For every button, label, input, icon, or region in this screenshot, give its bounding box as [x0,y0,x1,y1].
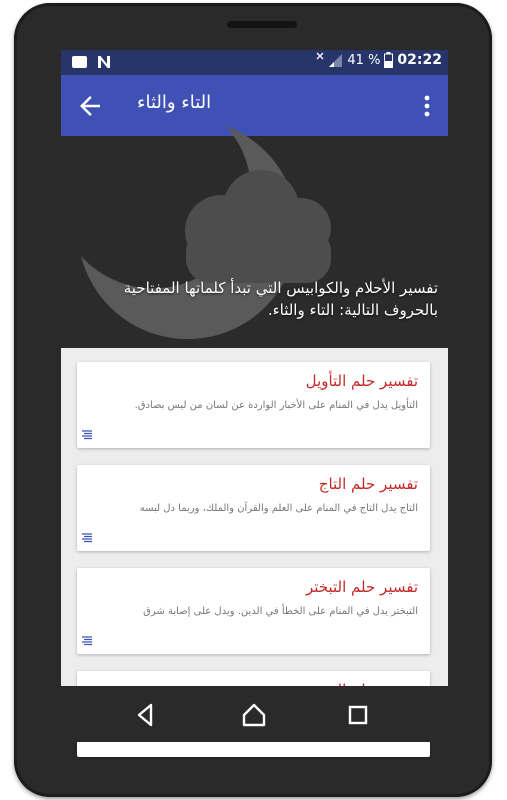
signal-icon [328,53,343,68]
more-vert-icon[interactable] [422,94,432,118]
text-lines-icon [82,430,92,440]
clock: 02:22 [397,52,442,68]
app-screen [61,50,448,686]
recents-icon[interactable] [345,702,371,728]
notification-square-icon [71,54,88,70]
entry-description: التاج يدل التاج في المنام على العلم والقرآن والملك، وربما دل لبسه [139,503,418,514]
hero-text: تفسير الأحلام والكوابيس التي تبدأ كلماتها المفتاحية بالحروف التالية: التاء والثاء. [123,279,438,319]
entry-card[interactable] [77,362,430,448]
n-app-icon [96,54,112,70]
status-bar [61,50,448,75]
arrow-back-icon[interactable] [75,91,105,121]
system-nav-bar [61,686,448,742]
entry-title: تفسير حلم التاج [318,475,418,493]
phone-speaker [227,21,297,28]
home-icon[interactable] [241,702,267,728]
x-icon [316,52,324,60]
hero-banner [61,136,448,348]
page-title: التاء والثاء [137,92,212,113]
text-lines-icon [82,533,92,543]
entry-title: تفسير حلم التبختر [306,578,418,596]
entry-card[interactable] [77,568,430,654]
battery-icon [384,52,393,68]
entry-card[interactable] [77,465,430,551]
battery-percent: 41 % [347,52,381,68]
app-bar [61,75,448,136]
back-triangle-icon[interactable] [133,702,159,728]
entry-title: تفسير حلم التأويل [305,372,418,390]
entry-description: التأويل يدل في المنام على الأخبار الواردة عن لسان من ليس بصادق. [134,400,418,411]
text-lines-icon [82,636,92,646]
entry-description: التبختر يدل في المنام على الخطأ في الدين. ويدل على إصابة شرق [143,606,418,617]
